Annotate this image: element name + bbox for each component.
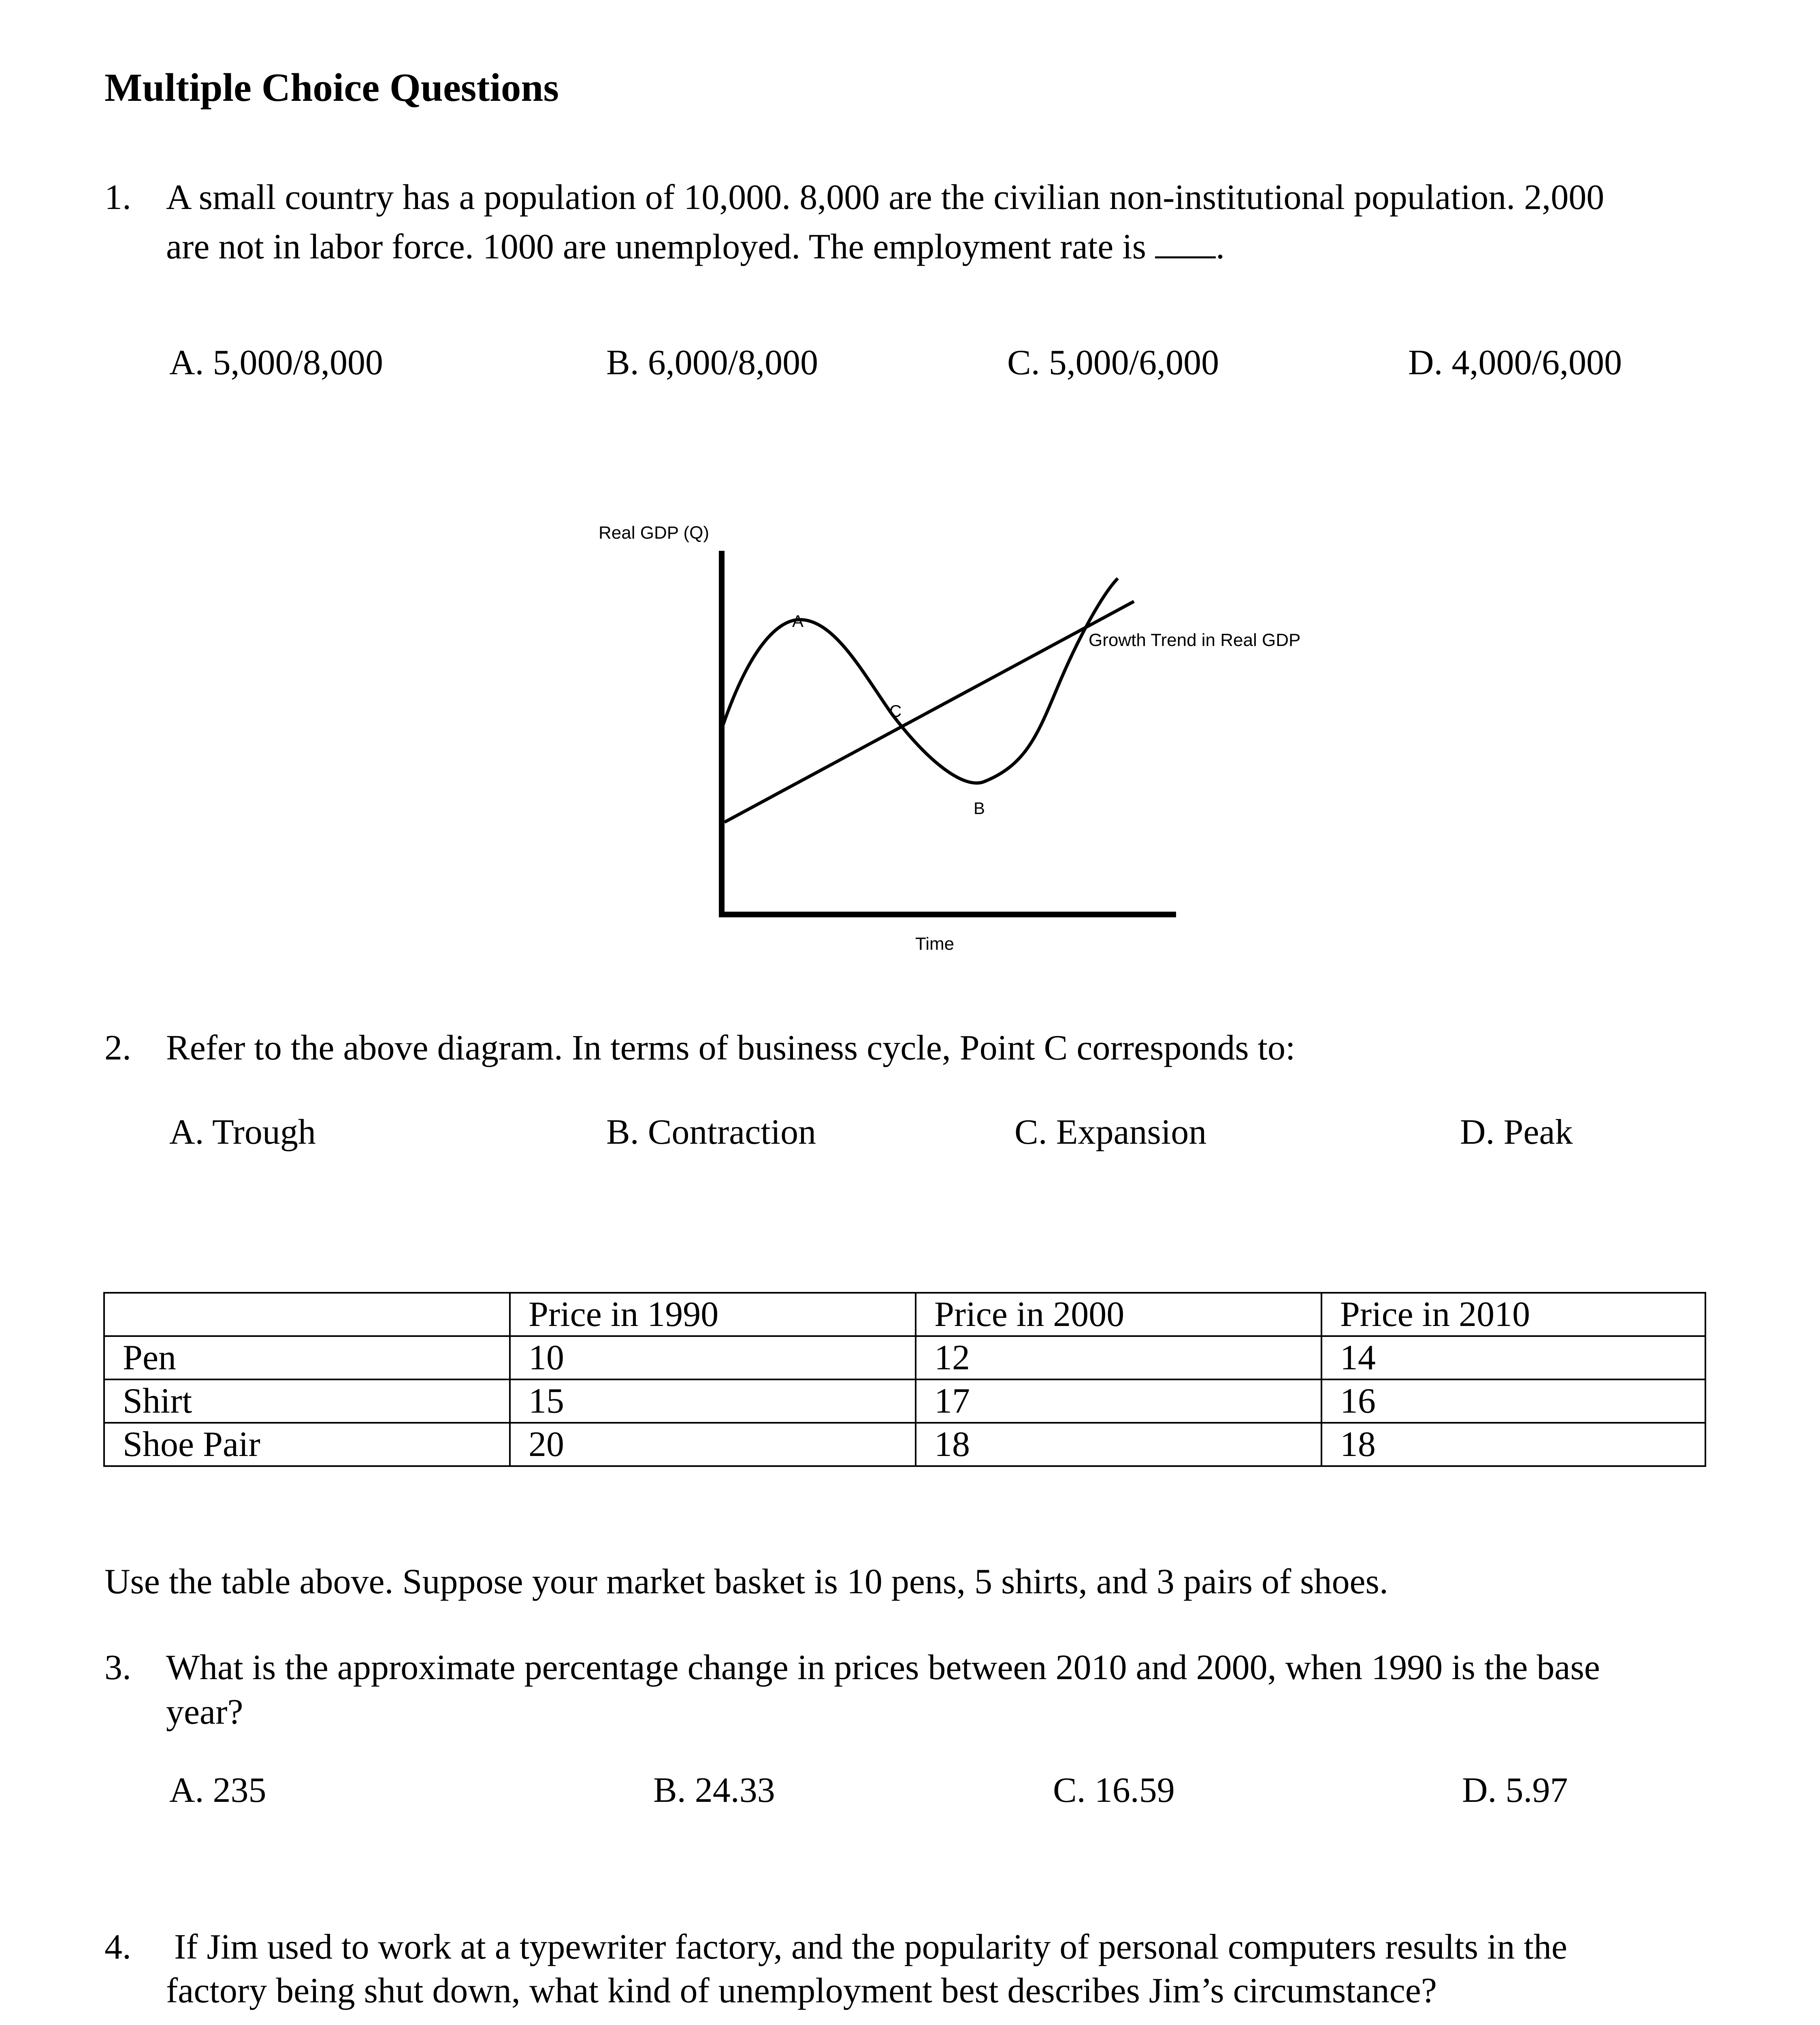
- table-cell: Pen: [104, 1336, 510, 1379]
- table-header-cell: Price in 1990: [510, 1293, 916, 1336]
- business-cycle-diagram: [0, 0, 1820, 980]
- table-intro-text: Use the table above. Suppose your market basket is 10 pens, 5 shirts, and 3 pairs of shoes.: [104, 1562, 1388, 1601]
- table-row: [104, 1423, 1705, 1466]
- q3-option-c[interactable]: C. 16.59: [1053, 1771, 1175, 1810]
- table-cell: 16: [1321, 1379, 1705, 1423]
- table-header-row: [104, 1293, 1705, 1336]
- q2-option-b[interactable]: B. Contraction: [606, 1113, 816, 1152]
- q3-option-b[interactable]: B. 24.33: [653, 1771, 775, 1810]
- q1-option-a[interactable]: A. 5,000/8,000: [169, 343, 383, 382]
- table-cell: 10: [510, 1336, 916, 1379]
- table-cell: 14: [1321, 1336, 1705, 1379]
- business-cycle-curve: [722, 578, 1118, 783]
- question-text-line: A small country has a population of 10,000. 8,000 are the civilian non-institutional population. 2,000: [166, 178, 1605, 217]
- q1-option-d[interactable]: D. 4,000/6,000: [1408, 343, 1622, 382]
- table-cell: 17: [916, 1379, 1321, 1423]
- point-a-label: A: [792, 612, 804, 631]
- question-text-line: If Jim used to work at a typewriter factory, and the popularity of personal computers results in the: [174, 1927, 1567, 1967]
- q2-option-d[interactable]: D. Peak: [1460, 1113, 1573, 1152]
- question-number: 4.: [104, 1927, 131, 1967]
- q3-option-a[interactable]: A. 235: [169, 1771, 266, 1810]
- question-text-line: year?: [166, 1692, 243, 1732]
- table-cell: 12: [916, 1336, 1321, 1379]
- table-cell: 18: [916, 1423, 1321, 1466]
- q2-option-a[interactable]: A. Trough: [169, 1113, 316, 1152]
- table-header-cell: [104, 1293, 510, 1336]
- table-header-cell: Price in 2000: [916, 1293, 1321, 1336]
- question-text-line: What is the approximate percentage change in prices between 2010 and 2000, when 1990 is the base: [166, 1648, 1600, 1687]
- question-number: 3.: [104, 1648, 131, 1687]
- table-cell: 15: [510, 1379, 916, 1423]
- x-axis-label: Time: [915, 934, 955, 954]
- question-text: Refer to the above diagram. In terms of business cycle, Point C corresponds to:: [166, 1028, 1296, 1068]
- growth-trend-line: [725, 601, 1134, 822]
- trend-label: Growth Trend in Real GDP: [1089, 630, 1301, 650]
- point-c-label: C: [889, 701, 902, 720]
- question-number: 2.: [104, 1028, 131, 1068]
- table-row: [104, 1379, 1705, 1423]
- question-number: 1.: [104, 178, 131, 217]
- y-axis-label: Real GDP (Q): [599, 523, 710, 543]
- table-cell: 18: [1321, 1423, 1705, 1466]
- price-table: [103, 1292, 1706, 1467]
- question-text-line: are not in labor force. 1000 are unemployed. The employment rate is .: [166, 227, 1225, 266]
- q1-option-c[interactable]: C. 5,000/6,000: [1007, 343, 1219, 382]
- page-title: Multiple Choice Questions: [104, 66, 559, 110]
- table-header-cell: Price in 2010: [1321, 1293, 1705, 1336]
- table-cell: Shirt: [104, 1379, 510, 1423]
- table-cell: 20: [510, 1423, 916, 1466]
- table-cell: Shoe Pair: [104, 1423, 510, 1466]
- question-text-line: factory being shut down, what kind of unemployment best describes Jim’s circumstance?: [166, 1971, 1437, 2010]
- q2-option-c[interactable]: C. Expansion: [1014, 1113, 1207, 1152]
- q3-option-d[interactable]: D. 5.97: [1462, 1771, 1568, 1810]
- point-b-label: B: [974, 799, 985, 818]
- table-row: [104, 1336, 1705, 1379]
- q1-option-b[interactable]: B. 6,000/8,000: [606, 343, 818, 382]
